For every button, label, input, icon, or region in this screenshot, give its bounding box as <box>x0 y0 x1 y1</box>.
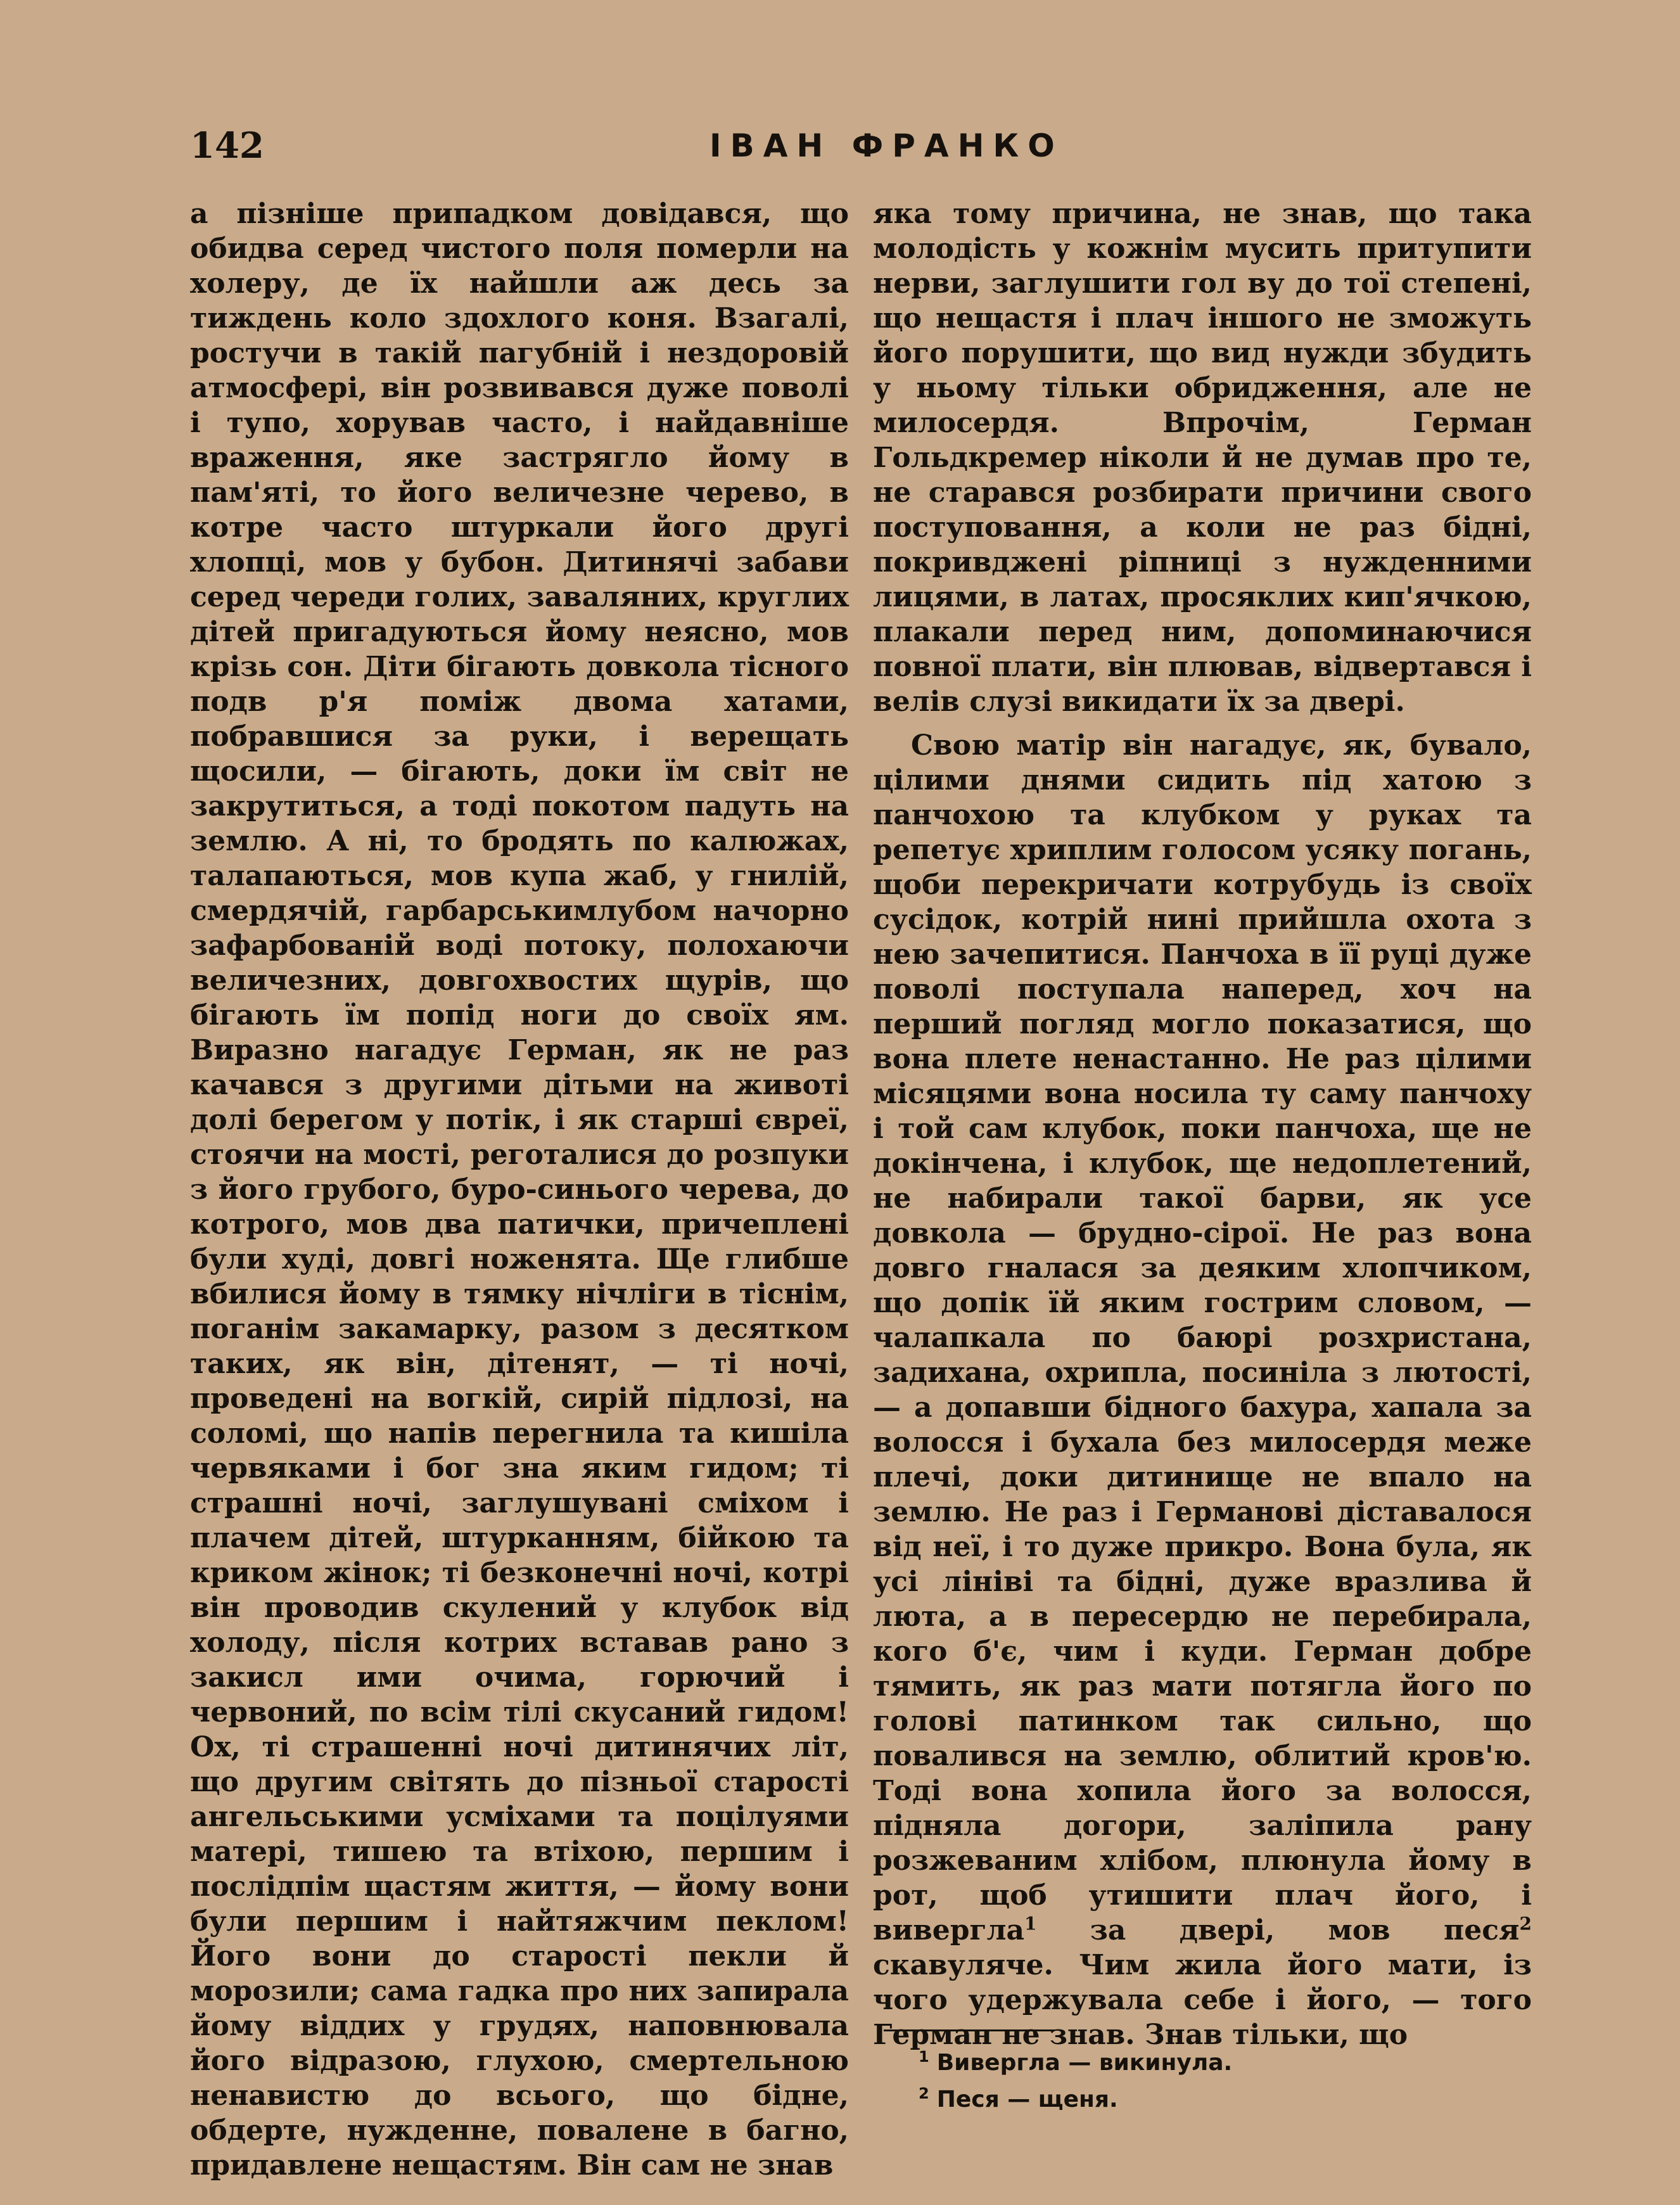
footnote-1 <box>919 2042 1489 2078</box>
paragraph-text-part-3: скавуляче. Чим жила його мати, із чого удержувала себе і його, — того Герман не знав. Знав тільки, що <box>873 1949 1532 2051</box>
footnotes <box>919 2042 1489 2115</box>
footnote-text: Вивергла — викинула. <box>936 2050 1233 2076</box>
author-name: ІВАН ФРАНКО <box>710 127 1064 164</box>
footnote-text: Песя — щеня. <box>936 2087 1118 2112</box>
footnote-ref-1: 1 <box>1024 1913 1037 1934</box>
paragraph-text-part-1: Свою матір він нагадує, як, бувало, цілими днями сидить під хатою з панчохою та клубком у руках та репетує хриплим голосом усяку погань, щоби перекричати котрубудь із своїх сусідок, котрій нині прийшла охота з нею зачепитися. Панчоха в її руці дуже поволі поступала наперед, хоч на перший погляд могло показатися, що вона плете ненастанно. Не раз цілими місяцями вона носила ту саму панчоху і той сам клубок, поки панчоха, ще не докінчена, і клубок, ще недоплетений, не набирали такої барви, як усе довкола — брудно-сірої. Не раз вона довго гналася за деяким хлопчиком, що допік їй яким гострим словом, — чалапкала по баюрі розхристана, задихана, охрипла, посиніла з лютості, — а допавши бідного бахура, хапала за волосся і бухала без милосердя меже плечі, доки дитинище не впало на землю. Не раз і Германові діставалося від неї, і то дуже прикро. Вона була, як усі лініві та бідні, дуже вразлива й люта, а в пересердю не перебирала, кого б'є, чим і куди. Герман добре тямить, як раз мати потягла його по голові патинком так сильно, що повалився на землю, облитий кров'ю. Тоді вона хопила його за волосся, підняла догори, заліпила рану розжеваним хлібом, плюнула йому в рот, щоб утишити плач його, і виверглa <box>873 729 1532 1946</box>
right-paragraph-2 <box>873 728 1532 2052</box>
paragraph-text-part-2: за двері, мов песя <box>1036 1914 1520 1946</box>
right-paragraph-1: яка тому причина, не знав, що така молодість у кожнім мусить притупити нерви, заглушити гол ву до тої степені, що нещастя і плач іншого не зможуть його порушити, що вид нужди збудить у ньому тільки обридження, але не милосердя. Впрочім, Герман Гольдкремер ніколи й не думав про те, не старався розбирати причини свого поступовання, а коли не раз бідні, покривджені ріпниці з нужденними лицями, в латах, просяклих кип'ячкою, плакали перед ним, допоминаючися повної плати, він плював, відвертався і велів слузі викидати їх за двері. <box>873 198 1532 718</box>
footnote-number: 1 <box>919 2048 929 2066</box>
footnote-2 <box>919 2078 1489 2115</box>
right-column <box>873 196 1532 2052</box>
running-head <box>190 120 1546 171</box>
footnote-ref-2: 2 <box>1519 1913 1532 1934</box>
footnote-divider <box>884 2029 1055 2031</box>
left-column <box>190 196 849 2183</box>
footnote-number: 2 <box>919 2085 929 2102</box>
page-number: 142 <box>190 125 264 167</box>
left-paragraph: а пізніше припадком довідався, що обидва серед чистого поля померли на холеру, де їх найшли аж десь за тиждень коло здохлого коня. Взагалі, ростучи в такій пагубній і нездоровій атмосфері, він розвивався дуже поволі і тупо, хорував часто, і найдавніше враження, яке застрягло йому в пам'яті, то його величезне черево, в котре часто штуркали його другі хлопці, мов у бубон. Дитинячі забави серед череди голих, заваляних, круглих дітей пригадуються йому неясно, мов крізь сон. Діти бігають довкола тісного подв р'я поміж двома хатами, побравшися за руки, і верещать щосили, — бігають, доки їм світ не закрутиться, а тоді покотом падуть на землю. А ні, то бродять по калюжах, талапаються, мов купа жаб, у гнилій, смердячій, гарбарськимлубом начорно зафарбованій воді потоку, полохаючи величезних, довгохвостих щурів, що бігають їм попід ноги до своїх ям. Виразно нагадує Герман, як не раз качався з другими дітьми на животі долі берегом у потік, і як старші євреї, стоячи на мості, реготалися до розпуки з його грубого, буро-синього черева, до котрого, мов два патички, причеплені були худі, довгі ноженята. Ще глибше вбилися йому в тямку нічліги в тіснім, поганім закамарку, разом з десятком таких, як він, дітенят, — ті ночі, проведені на вогкій, сирій підлозі, на соломі, що напів перегнила та кишіла червяками і бог зна яким гидом; ті страшні ночі, заглушувані сміхом і плачем дітей, штурканням, бійкою та криком жінок; ті безконечні ночі, котрі він проводив скулений у клубок від холоду, після котрих вставав рано з закисл ими очима, горючий і червоний, по всім тілі скусаний гидом! Ох, ті страшенні ночі дитинячих літ, що другим світять до пізньої старості ангельськими усміхами та поцілуями матері, тишею та втіхою, першим і послідпім щастям життя, — йому вони були першим і найтяжчим пеклом! Його вони до старості пекли й морозили; сама гадка про них запирала йому віддих у грудях, наповнювала його відразою, глухою, смертельною ненавистю до всього, що бідне, обдерте, нужденне, повалене в багно, придавлене нещастям. Він сам не знав <box>190 198 849 2182</box>
